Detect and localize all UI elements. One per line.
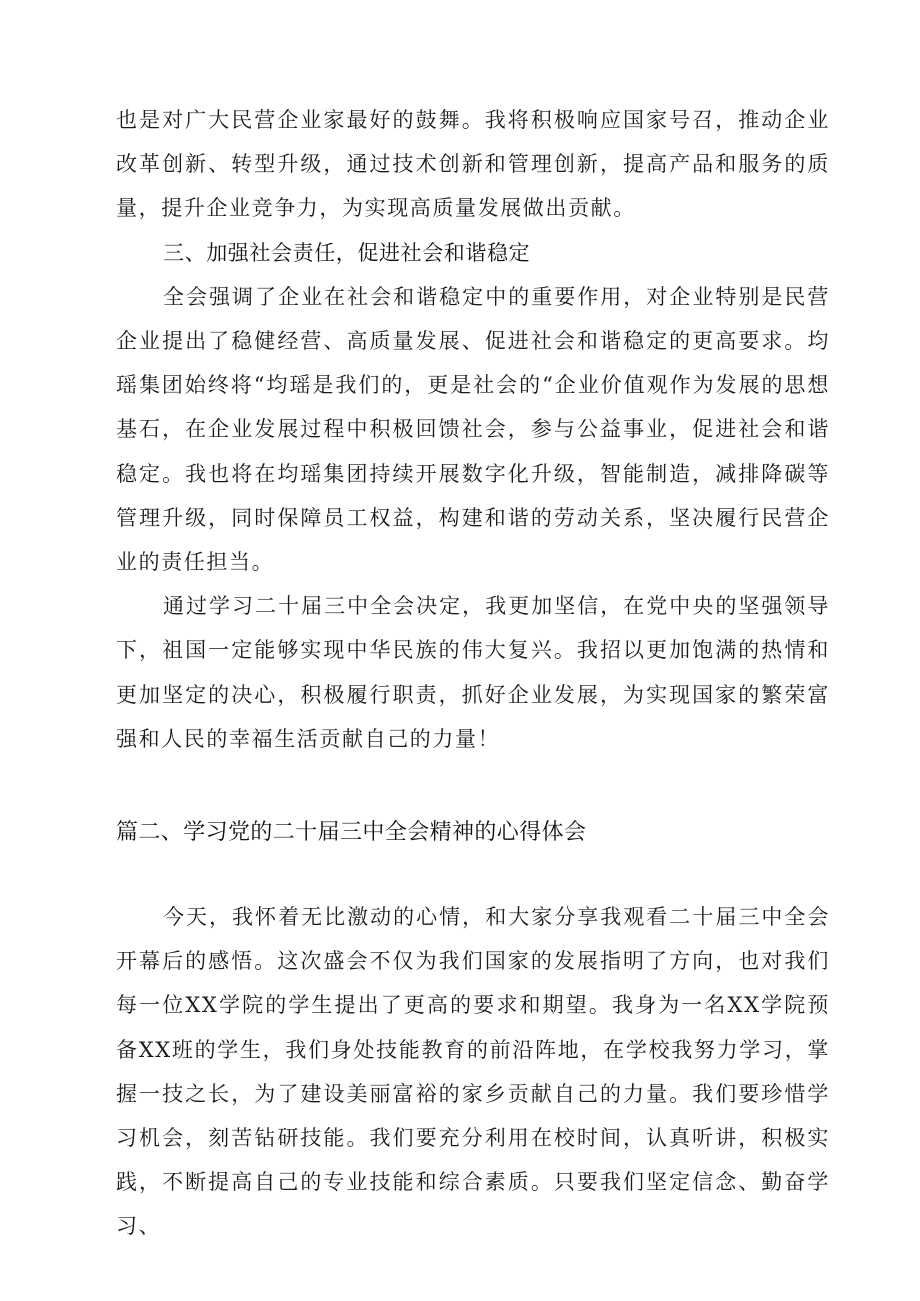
body-paragraph-conclusion: 通过学习二十届三中全会决定，我更加坚信，在党中央的坚强领导下，祖国一定能够实现中华民族的伟大复兴。我招以更加饱满的热情和更加坚定的决心，积极履行职责，抓好企业发展，为实现国家的繁荣富强和人民的幸福生活贡献自己的力量！ (116, 594, 830, 751)
body-paragraph-student-reflection: 今天，我怀着无比激动的心情，和大家分享我观看二十届三中全会开幕后的感悟。这次盛会不仅为我们国家的发展指明了方向，也对我们每一位XX学院的学生提出了更高的要求和期望。我身为一名XX学院预备XX班的学生，我们身处技能教育的前沿阵地，在学校我努力学习，掌握一技之长，为了建设美丽富裕的家乡贡献自己的力量。我们要珍惜学习机会，刻苦钻研技能。我们要充分利用在校时间，认真听讲，积极实践，不断提高自己的专业技能和综合素质。只要我们坚定信念、勤奋学习、 (116, 905, 830, 1239)
chapter-title: 篇二、学习党的二十届三中全会精神的心得体会 (116, 820, 587, 846)
document-body (116, 98, 830, 1249)
section-heading-3: 三、加强社会责任，促进社会和谐稳定 (163, 240, 531, 265)
spacer (116, 761, 830, 811)
spacer (116, 855, 830, 895)
body-paragraph-social-responsibility: 全会强调了企业在社会和谐稳定中的重要作用，对企业特别是民营企业提出了稳健经营、高质量发展、促进社会和谐稳定的更高要求。均瑶集团始终将“均瑶是我们的，更是社会的“企业价值观作为发展的思想基石，在企业发展过程中积极回馈社会，参与公益事业，促进社会和谐稳定。我也将在均瑶集团持续开展数字化升级，智能制造，减排降碳等管理升级，同时保障员工权益，构建和谐的劳动关系，坚决履行民营企业的责任担当。 (116, 284, 830, 575)
body-paragraph-continuation: 也是对广大民营企业家最好的鼓舞。我将积极响应国家号召，推动企业改革创新、转型升级，通过技术创新和管理创新，提高产品和服务的质量，提升企业竞争力，为实现高质量发展做出贡献。 (116, 108, 830, 221)
